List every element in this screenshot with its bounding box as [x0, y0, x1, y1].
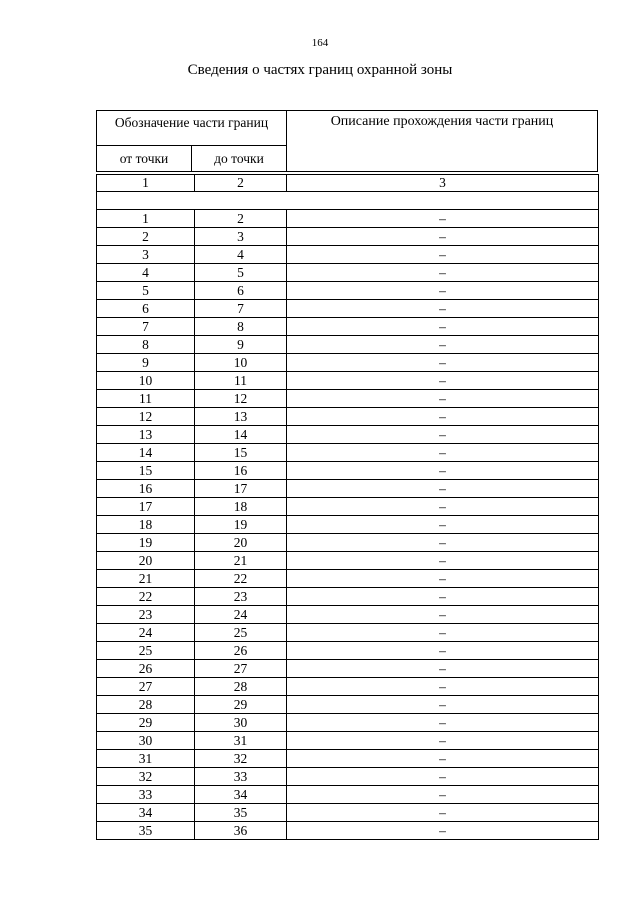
table-row — [97, 732, 599, 750]
cell-description: – — [287, 786, 599, 804]
cell-from-point: 1 — [97, 210, 195, 228]
cell-description: – — [287, 606, 599, 624]
table-row — [97, 498, 599, 516]
cell-to-point: 23 — [195, 588, 287, 606]
cell-from-point: 31 — [97, 750, 195, 768]
cell-from-point: 35 — [97, 822, 195, 840]
cell-description: – — [287, 426, 599, 444]
cell-from-point: 13 — [97, 426, 195, 444]
cell-description: – — [287, 408, 599, 426]
cell-description: – — [287, 516, 599, 534]
header-group — [97, 111, 287, 171]
cell-from-point: 3 — [97, 246, 195, 264]
table-row — [97, 480, 599, 498]
cell-description: – — [287, 822, 599, 840]
cell-description: – — [287, 300, 599, 318]
cell-to-point: 17 — [195, 480, 287, 498]
table-row — [97, 570, 599, 588]
cell-description: – — [287, 534, 599, 552]
header-description: Описание прохождения части границ — [330, 114, 554, 129]
cell-from-point: 34 — [97, 804, 195, 822]
cell-to-point: 8 — [195, 318, 287, 336]
table-row — [97, 228, 599, 246]
cell-to-point: 31 — [195, 732, 287, 750]
table-row — [97, 822, 599, 840]
cell-description: – — [287, 552, 599, 570]
cell-from-point: 25 — [97, 642, 195, 660]
cell-to-point: 4 — [195, 246, 287, 264]
cell-from-point: 8 — [97, 336, 195, 354]
column-number: 1 — [97, 175, 195, 192]
cell-description: – — [287, 714, 599, 732]
cell-description: – — [287, 570, 599, 588]
table-row — [97, 534, 599, 552]
table-row — [97, 696, 599, 714]
table-row — [97, 786, 599, 804]
table-row — [97, 714, 599, 732]
cell-from-point: 20 — [97, 552, 195, 570]
cell-from-point: 11 — [97, 390, 195, 408]
cell-from-point: 15 — [97, 462, 195, 480]
page-title: Сведения о частях границ охранной зоны — [187, 62, 453, 78]
cell-to-point: 25 — [195, 624, 287, 642]
cell-description: – — [287, 318, 599, 336]
page-number: 164 — [311, 37, 329, 49]
cell-to-point: 3 — [195, 228, 287, 246]
table-row — [97, 462, 599, 480]
table-header — [96, 110, 598, 172]
cell-description: – — [287, 264, 599, 282]
cell-to-point: 2 — [195, 210, 287, 228]
cell-description: – — [287, 750, 599, 768]
cell-from-point: 17 — [97, 498, 195, 516]
cell-from-point: 30 — [97, 732, 195, 750]
table-row — [97, 210, 599, 228]
cell-description: – — [287, 282, 599, 300]
cell-from-point: 6 — [97, 300, 195, 318]
boundary-table — [96, 174, 599, 840]
cell-description: – — [287, 210, 599, 228]
cell-description: – — [287, 228, 599, 246]
cell-to-point: 19 — [195, 516, 287, 534]
cell-description: – — [287, 246, 599, 264]
cell-from-point: 2 — [97, 228, 195, 246]
cell-to-point: 11 — [195, 372, 287, 390]
cell-description: – — [287, 444, 599, 462]
table-row — [97, 300, 599, 318]
cell-to-point: 29 — [195, 696, 287, 714]
cell-description: – — [287, 372, 599, 390]
cell-to-point: 26 — [195, 642, 287, 660]
cell-from-point: 4 — [97, 264, 195, 282]
cell-from-point: 24 — [97, 624, 195, 642]
cell-description: – — [287, 732, 599, 750]
column-number-row — [97, 175, 599, 192]
cell-from-point: 33 — [97, 786, 195, 804]
table-row — [97, 408, 599, 426]
column-number: 2 — [195, 175, 287, 192]
cell-description: – — [287, 696, 599, 714]
table-row — [97, 804, 599, 822]
table-row — [97, 372, 599, 390]
cell-from-point: 12 — [97, 408, 195, 426]
cell-to-point: 33 — [195, 768, 287, 786]
cell-to-point: 28 — [195, 678, 287, 696]
cell-to-point: 20 — [195, 534, 287, 552]
cell-from-point: 14 — [97, 444, 195, 462]
column-number: 3 — [287, 175, 599, 192]
cell-description: – — [287, 804, 599, 822]
cell-from-point: 22 — [97, 588, 195, 606]
cell-to-point: 14 — [195, 426, 287, 444]
cell-description: – — [287, 354, 599, 372]
table-row — [97, 426, 599, 444]
cell-to-point: 16 — [195, 462, 287, 480]
table-row — [97, 642, 599, 660]
cell-from-point: 18 — [97, 516, 195, 534]
cell-to-point: 21 — [195, 552, 287, 570]
cell-from-point: 29 — [97, 714, 195, 732]
cell-from-point: 9 — [97, 354, 195, 372]
cell-from-point: 21 — [97, 570, 195, 588]
cell-description: – — [287, 480, 599, 498]
table-row — [97, 588, 599, 606]
cell-from-point: 32 — [97, 768, 195, 786]
cell-to-point: 9 — [195, 336, 287, 354]
cell-to-point: 34 — [195, 786, 287, 804]
cell-description: – — [287, 768, 599, 786]
cell-description: – — [287, 390, 599, 408]
cell-from-point: 26 — [97, 660, 195, 678]
section-row — [97, 192, 599, 210]
table-row — [97, 444, 599, 462]
cell-description: – — [287, 462, 599, 480]
cell-to-point: 6 — [195, 282, 287, 300]
cell-to-point: 5 — [195, 264, 287, 282]
cell-from-point: 19 — [97, 534, 195, 552]
cell-to-point: 32 — [195, 750, 287, 768]
cell-to-point: 27 — [195, 660, 287, 678]
cell-to-point: 24 — [195, 606, 287, 624]
cell-to-point: 13 — [195, 408, 287, 426]
table-row — [97, 516, 599, 534]
cell-from-point: 7 — [97, 318, 195, 336]
cell-to-point: 18 — [195, 498, 287, 516]
cell-to-point: 7 — [195, 300, 287, 318]
section-label — [97, 192, 599, 210]
table-row — [97, 624, 599, 642]
cell-to-point: 10 — [195, 354, 287, 372]
cell-to-point: 12 — [195, 390, 287, 408]
cell-to-point: 30 — [195, 714, 287, 732]
cell-description: – — [287, 498, 599, 516]
cell-from-point: 5 — [97, 282, 195, 300]
table-row — [97, 354, 599, 372]
table-row — [97, 768, 599, 786]
cell-from-point: 27 — [97, 678, 195, 696]
cell-to-point: 35 — [195, 804, 287, 822]
table-row — [97, 552, 599, 570]
header-boundary-designation: Обозначение части границ — [97, 111, 286, 146]
cell-description: – — [287, 588, 599, 606]
table-row — [97, 678, 599, 696]
table-row — [97, 606, 599, 624]
cell-from-point: 28 — [97, 696, 195, 714]
cell-description: – — [287, 642, 599, 660]
cell-description: – — [287, 678, 599, 696]
table-row — [97, 246, 599, 264]
table-row — [97, 750, 599, 768]
table-row — [97, 660, 599, 678]
cell-description: – — [287, 336, 599, 354]
table-row — [97, 264, 599, 282]
cell-to-point: 36 — [195, 822, 287, 840]
cell-to-point: 22 — [195, 570, 287, 588]
cell-to-point: 15 — [195, 444, 287, 462]
header-from-point: от точки — [97, 146, 192, 171]
cell-description: – — [287, 660, 599, 678]
table-row — [97, 390, 599, 408]
table-row — [97, 282, 599, 300]
cell-from-point: 10 — [97, 372, 195, 390]
table-row — [97, 336, 599, 354]
cell-description: – — [287, 624, 599, 642]
table-row — [97, 318, 599, 336]
cell-from-point: 16 — [97, 480, 195, 498]
cell-from-point: 23 — [97, 606, 195, 624]
header-to-point: до точки — [214, 151, 264, 166]
